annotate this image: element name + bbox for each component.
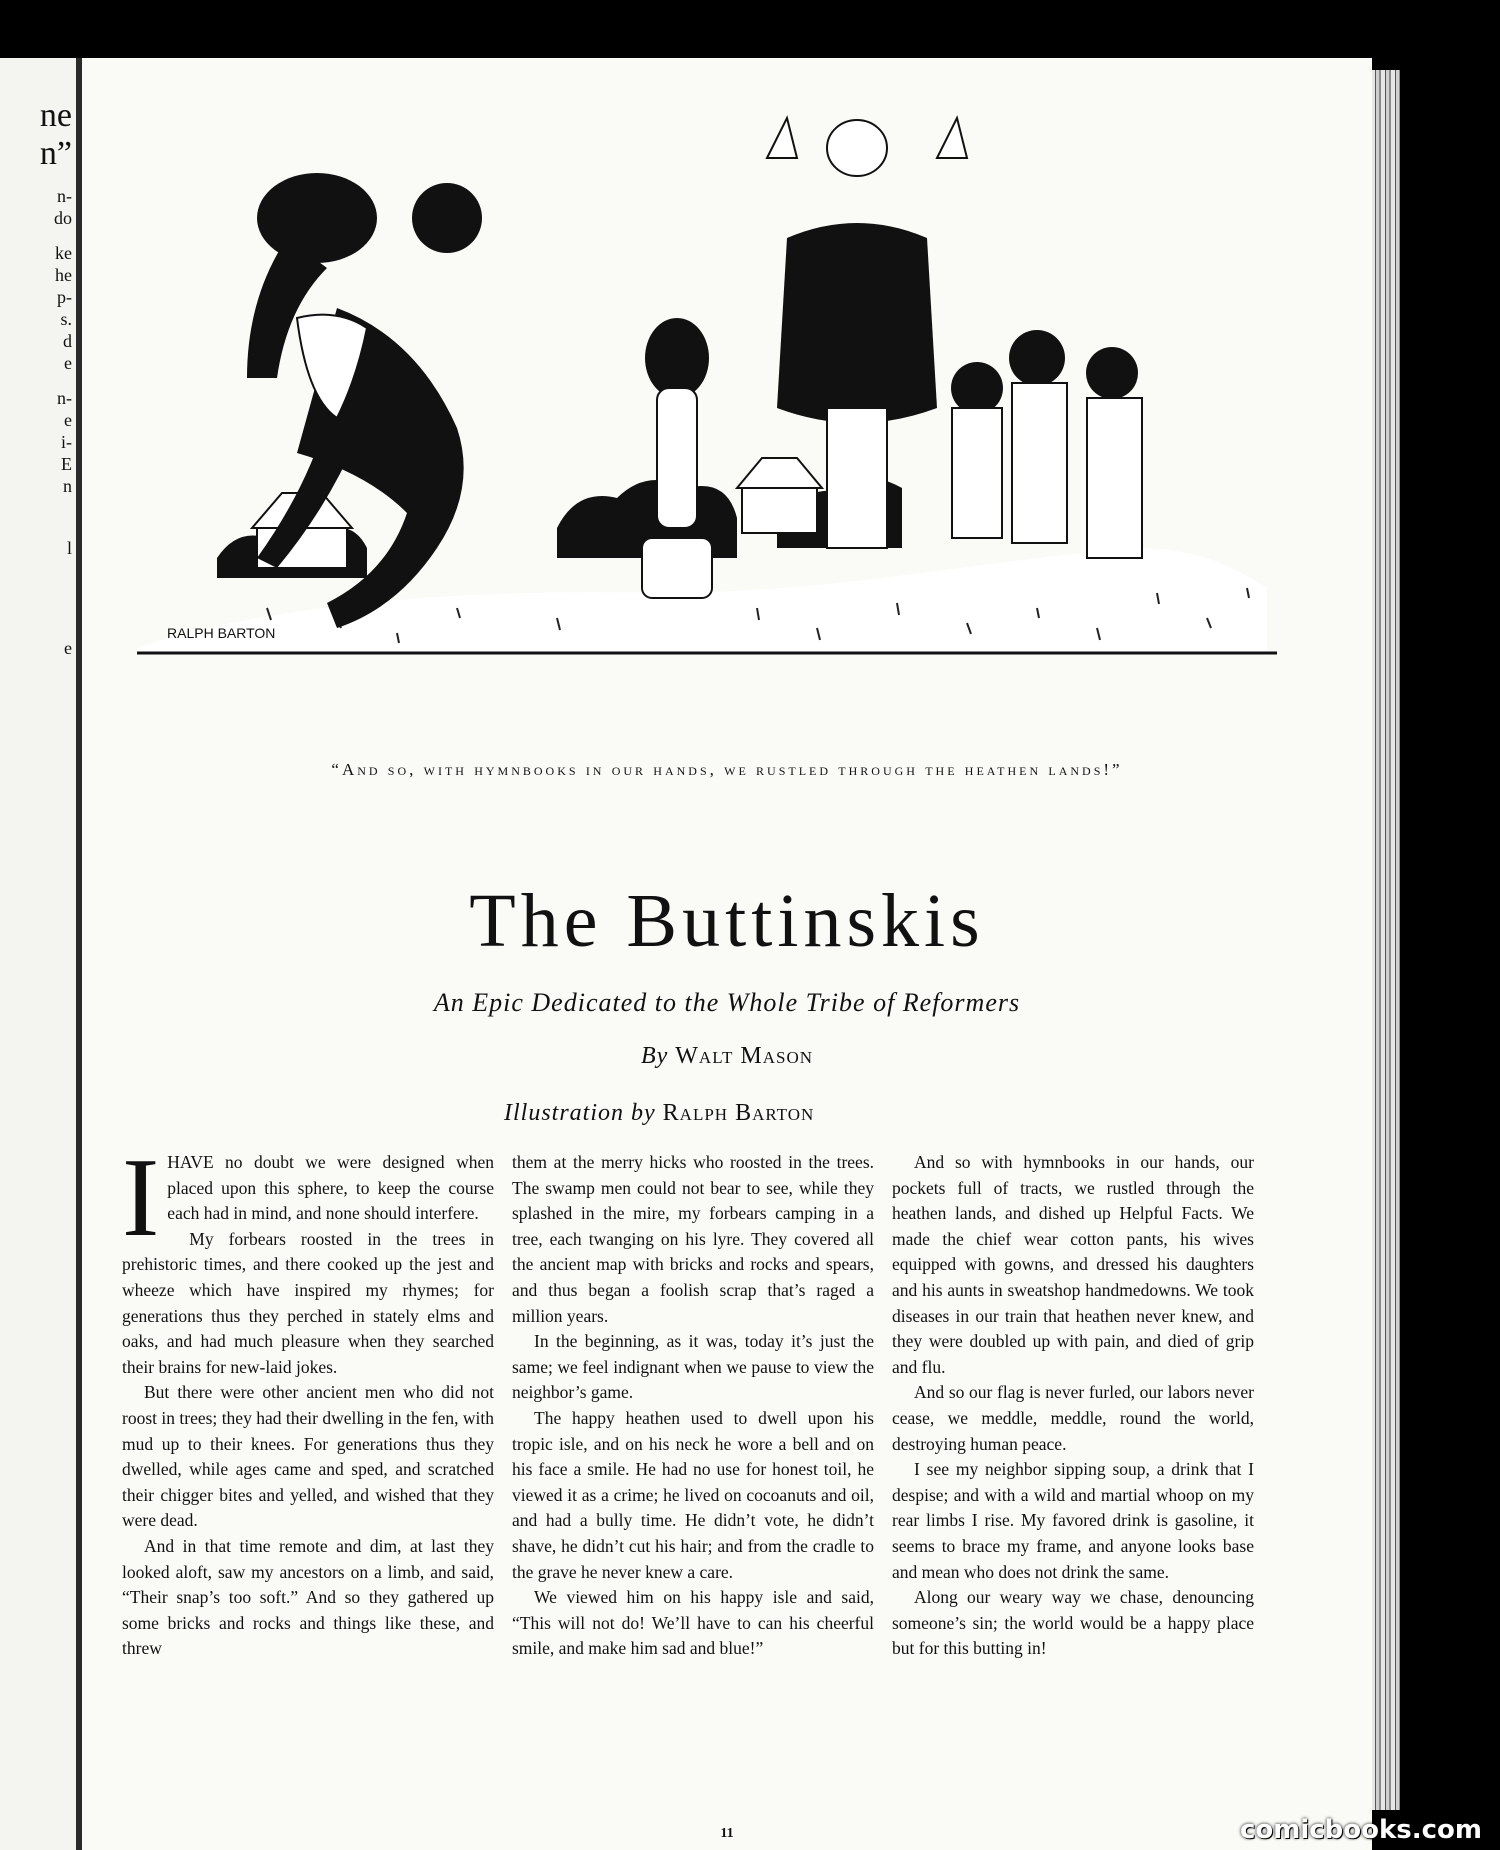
author-name: Walt Mason	[675, 1043, 814, 1069]
fragment-text: n-	[57, 388, 72, 408]
paragraph: And so our flag is never furled, our labors never cease, we meddle, meddle, round the world, destroying human peace.	[892, 1382, 1254, 1454]
page-number: 11	[720, 1826, 734, 1841]
fragment-text: ne	[39, 97, 72, 134]
byline	[82, 1043, 1372, 1070]
fragment-text: e	[64, 410, 72, 430]
converts-group	[951, 330, 1142, 558]
fragment-text: s.	[60, 309, 72, 329]
fragment-text: E	[61, 454, 72, 474]
site-watermark: comicbooks.com	[1239, 1815, 1482, 1845]
fragment-text: he	[55, 265, 72, 285]
hut-center	[737, 458, 822, 533]
paragraph: My forbears roosted in the trees in prehistoric times, and there cooked up the jest and wheeze which have inspired my rhymes; for generations thus they perched in stately elms and oaks, and had much pleasure when they searched their brains for new-laid jokes.	[122, 1228, 494, 1377]
fragment-text: e	[64, 353, 72, 373]
fragment-text: n	[63, 476, 72, 496]
paragraph: The happy heathen used to dwell upon his tropic isle, and on his neck he wore a bell and on his face a smile. He had no use for honest toil, he viewed it as a crime; he lived on cocoanuts and oil, and had a bully time. He didn’t vote, he didn’t shave, he didn’t cut his hair; and from the cradle to the grave he never knew a care.	[512, 1407, 874, 1582]
illustrator-name: Ralph Barton	[662, 1100, 815, 1126]
fragment-text: i-	[61, 432, 72, 452]
artist-signature: RALPH BARTON	[167, 625, 276, 641]
paragraph: And so with hymnbooks in our hands, our pockets full of tracts, we rustled through the heathen lands, and dished up Helpful Facts. We made the chief wear cotton pants, his wives equipped with gowns, and dressed his daughters and his aunts in sweatshop handmedowns. We took diseases in our train that heathen never knew, and they were doubled up with pain, and died of grip and flu.	[892, 1152, 1254, 1377]
illustration-prefix: Illustration by	[504, 1100, 656, 1126]
text-column-1	[122, 1136, 494, 1662]
fragment-text: e	[64, 638, 72, 658]
fragment-text: ke	[55, 243, 72, 263]
fragment-text: d	[63, 331, 72, 351]
magazine-page	[82, 58, 1372, 1850]
paragraph	[122, 1136, 494, 1260]
fragment-text: do	[54, 208, 72, 228]
paragraph: Along our weary way we chase, denouncing someone’s sin; the world would be a happy place but for this butting in!	[892, 1587, 1254, 1659]
paragraph: We viewed him on his happy isle and said, “This will not do! We’ll have to can his cheerful smile, and make him sad and blue!”	[512, 1587, 874, 1659]
paragraph: And in that time remote and dim, at last they looked aloft, saw my ancestors on a limb, and said, “Their snap’s too soft.” And so they gathered up some bricks and rocks and things like these, and threw	[122, 1535, 494, 1659]
fragment-text: n”	[39, 135, 72, 172]
article-subtitle: An Epic Dedicated to the Whole Tribe of Reformers	[433, 988, 1021, 1017]
paragraph: I see my neighbor sipping soup, a drink that I despise; and with a wild and martial whoop on my rear limbs I rise. My favored drink is gasoline, it seems to brace my frame, and anyone looks base and mean who does not drink the same.	[892, 1459, 1254, 1582]
text-column-3	[892, 1150, 1254, 1662]
paragraph-text: HAVE no doubt we were designed when placed upon this sphere, to keep the course each had in mind, and none should interfere.	[167, 1152, 494, 1224]
fragment-text: p-	[57, 287, 72, 307]
article-title: The Buttinskis	[469, 879, 985, 963]
illustration-caption: “And so, with hymnbooks in our hands, we rustled through the heathen lands!”	[331, 760, 1123, 779]
text-column-2	[512, 1150, 874, 1662]
paragraph: But there were other ancient men who did not roost in trees; they had their dwelling in the fen, with mud up to their knees. For generations thus they dwelled, while ages came and sped, and scratched their chigger bites and yelled, and wished that they were dead.	[122, 1382, 494, 1531]
paragraph: In the beginning, as it was, today it’s just the same; we feel indignant when we pause to view the neighbor’s game.	[512, 1331, 874, 1403]
paragraph: them at the merry hicks who roosted in the trees. The swamp men could not bear to see, while they splashed in the mire, my forbears camping in a tree, each twanging on his lyre. They covered all the ancient map with bricks and rocks and spears, and thus began a foolish scrap that’s raged a million years.	[512, 1152, 874, 1326]
facing-page-fragment	[0, 58, 76, 1850]
cartoon-illustration	[137, 88, 1277, 788]
fragment-text: l	[66, 538, 72, 558]
idol-statue	[642, 318, 712, 598]
illustration-credit	[504, 1100, 814, 1127]
byline-prefix: By	[640, 1043, 669, 1069]
fragment-text: n-	[57, 186, 72, 206]
drop-cap: I	[122, 1136, 160, 1260]
